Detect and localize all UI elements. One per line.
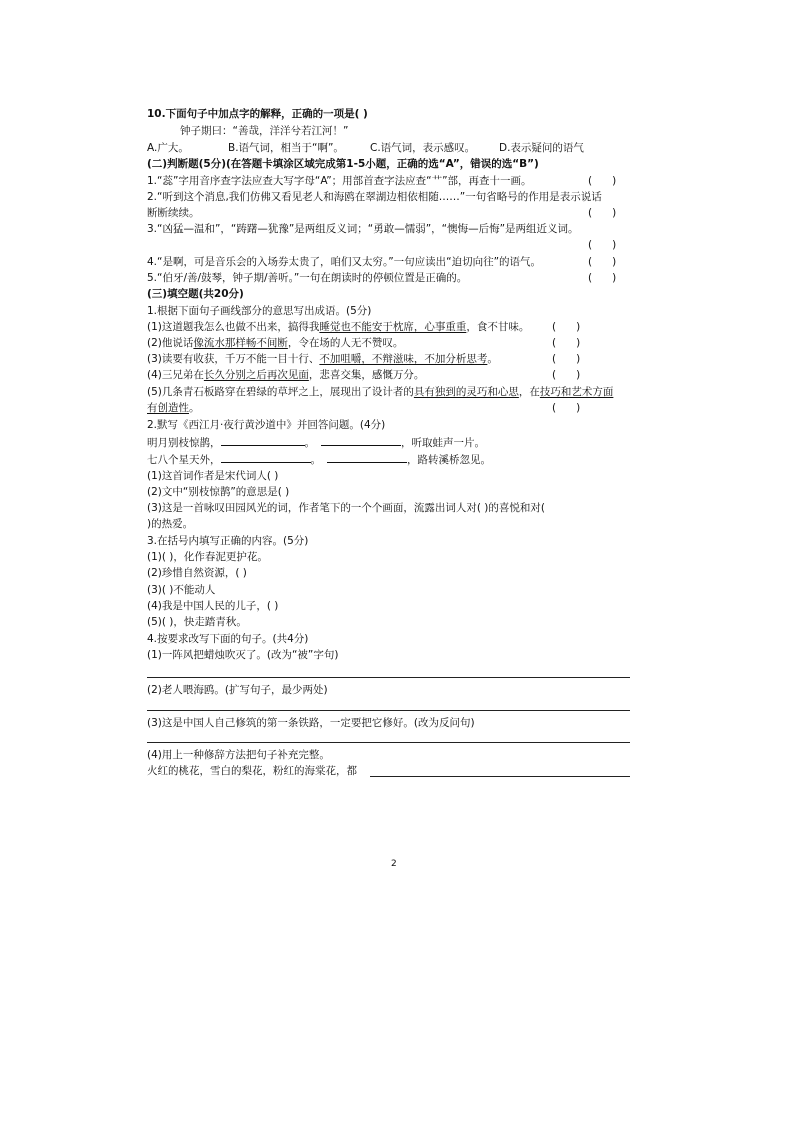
answer-paren: ( ) [552, 369, 581, 381]
fill-item-2: (2)珍惜自然资源，( ) [147, 567, 247, 579]
judge-item-3: 3.“凶猛—温和”，“踌躇—犹豫”是两组反义词；“勇敢—懦弱”，“懊悔—后悔”是两组近义词。 [147, 223, 579, 235]
judge-item-1: 1.“蕊”字用音序查字法应查大写字母“A”；用部首查字法应查“艹”部，再查十一画。 [147, 175, 532, 187]
underlined-phrase: 像流水那样畅不间断 [193, 337, 288, 349]
rewrite-item-3: (3)这是中国人自己修筑的第一条铁路，一定要把它修好。(改为反问句) [147, 717, 475, 729]
fill-q2-title: 2.默写《西江月·夜行黄沙道中》并回答问题。(4分) [147, 419, 386, 431]
poem-blank[interactable] [221, 452, 311, 463]
q10-option-b: B.语气词，相当于“啊”。 [228, 142, 344, 154]
fill-q3-title: 3.在括号内填写正确的内容。(5分) [147, 535, 309, 547]
poem-line-2: 七八个星天外， 。 ，路转溪桥忽见。 [147, 454, 491, 466]
answer-paren: ( ) [552, 353, 581, 365]
underlined-phrase: 具有独到的灵巧和心思 [413, 386, 519, 398]
judge-item-2: 2.“听到这个消息,我们仿佛又看见老人和海鸥在翠湖边相依相随……”一句省略号的作用是表示说话 [147, 191, 602, 203]
idiom-item-5: (5)几条青石板路穿在碧绿的草坪之上，展现出了设计者的具有独到的灵巧和心思，在技巧和艺术方面 [147, 386, 614, 398]
answer-paren: ( ) [588, 239, 617, 251]
q10-quote: 钟子期曰：“善哉，洋洋兮若江河！” [180, 125, 349, 137]
judge-item-2-cont: 断断续续。 [147, 207, 200, 219]
idiom-item-2: (2)他说话像流水那样畅不间断，令在场的人无不赞叹。 [147, 337, 404, 349]
poem-sub-2: (2)文中“别枝惊鹊”的意思是( ) [147, 486, 290, 498]
poem-blank[interactable] [327, 452, 407, 463]
answer-line[interactable] [147, 742, 630, 743]
judge-item-5: 5.“伯牙/善/鼓琴，钟子期/善听。”一句在朗读时的停顿位置是正确的。 [147, 272, 468, 284]
underlined-phrase: 技巧和艺术方面 [539, 386, 614, 398]
underlined-phrase: 长久分别之后再次见面 [203, 369, 309, 381]
section3-title: (三)填空题(共20分) [147, 288, 244, 300]
poem-blank[interactable] [321, 435, 401, 446]
poem-sub-3: (3)这是一首咏叹田园风光的词，作者笔下的一个个画面，流露出词人对( )的喜悦和对( [147, 502, 545, 514]
q10-option-d: D.表示疑问的语气 [499, 142, 584, 154]
underlined-phrase: 有创造性 [147, 402, 189, 414]
idiom-item-5-cont: 有创造性。 [147, 402, 200, 414]
answer-paren: ( ) [588, 272, 617, 284]
page-number: 2 [391, 859, 397, 869]
answer-paren: ( ) [552, 321, 581, 333]
answer-line[interactable] [147, 677, 630, 678]
section2-title: (二)判断题(5分)(在答题卡填涂区域完成第1-5小题，正确的选“A”，错误的选“B”) [147, 158, 539, 170]
fill-item-5: (5)( )，快走踏青秋。 [147, 616, 247, 628]
q10-option-c: C.语气词，表示感叹。 [370, 142, 476, 154]
answer-paren: ( ) [588, 256, 617, 268]
poem-sub-1: (1)这首词作者是宋代词人( ) [147, 470, 279, 482]
underlined-phrase: 睡觉也不能安于枕席，心事重重 [319, 321, 467, 333]
q10-option-a: A.广大。 [147, 142, 189, 154]
poem-line-1: 明月别枝惊鹊， 。 ，听取蛙声一片。 [147, 437, 485, 449]
answer-paren: ( ) [588, 207, 617, 219]
idiom-item-1: (1)这道题我怎么也做不出来，搞得我睡觉也不能安于枕席，心事重重，食不甘味。 [147, 321, 530, 333]
answer-paren: ( ) [552, 337, 581, 349]
rewrite-item-1: (1)一阵风把蜡烛吹灭了。(改为“被”字句) [147, 649, 339, 661]
fill-item-1: (1)( )，化作春泥更护花。 [147, 551, 268, 563]
answer-line[interactable] [370, 776, 630, 777]
fill-item-4: (4)我是中国人民的儿子，( ) [147, 600, 279, 612]
idiom-item-4: (4)三兄弟在长久分别之后再次见面，悲喜交集，感慨万分。 [147, 369, 425, 381]
rewrite-item-2: (2)老人喂海鸥。(扩写句子，最少两处) [147, 684, 328, 696]
rewrite-item-4-sentence: 火红的桃花，雪白的梨花，粉红的海棠花，都 [147, 765, 357, 777]
fill-q1-title: 1.根据下面句子画线部分的意思写出成语。(5分) [147, 305, 372, 317]
rewrite-title: 4.按要求改写下面的句子。(共4分) [147, 633, 309, 645]
judge-item-4: 4.“是啊，可是音乐会的入场券太贵了，咱们又太穷。”一句应读出“迫切向往”的语气。 [147, 256, 542, 268]
idiom-item-3: (3)读要有收获，千万不能一目十行、不加咀嚼，不辩滋味，不加分析思考。 [147, 353, 498, 365]
fill-item-3: (3)( )不能动人 [147, 584, 216, 596]
poem-blank[interactable] [221, 435, 305, 446]
poem-sub-3-cont: )的热爱。 [147, 518, 194, 530]
answer-line[interactable] [147, 710, 630, 711]
answer-paren: ( ) [588, 175, 617, 187]
rewrite-item-4: (4)用上一种修辞方法把句子补充完整。 [147, 749, 330, 761]
underlined-phrase: 不加咀嚼，不辩滋味，不加分析思考 [319, 353, 488, 365]
answer-paren: ( ) [552, 402, 581, 414]
q10-title: 10.下面句子中加点字的解释，正确的一项是( ) [147, 108, 368, 120]
